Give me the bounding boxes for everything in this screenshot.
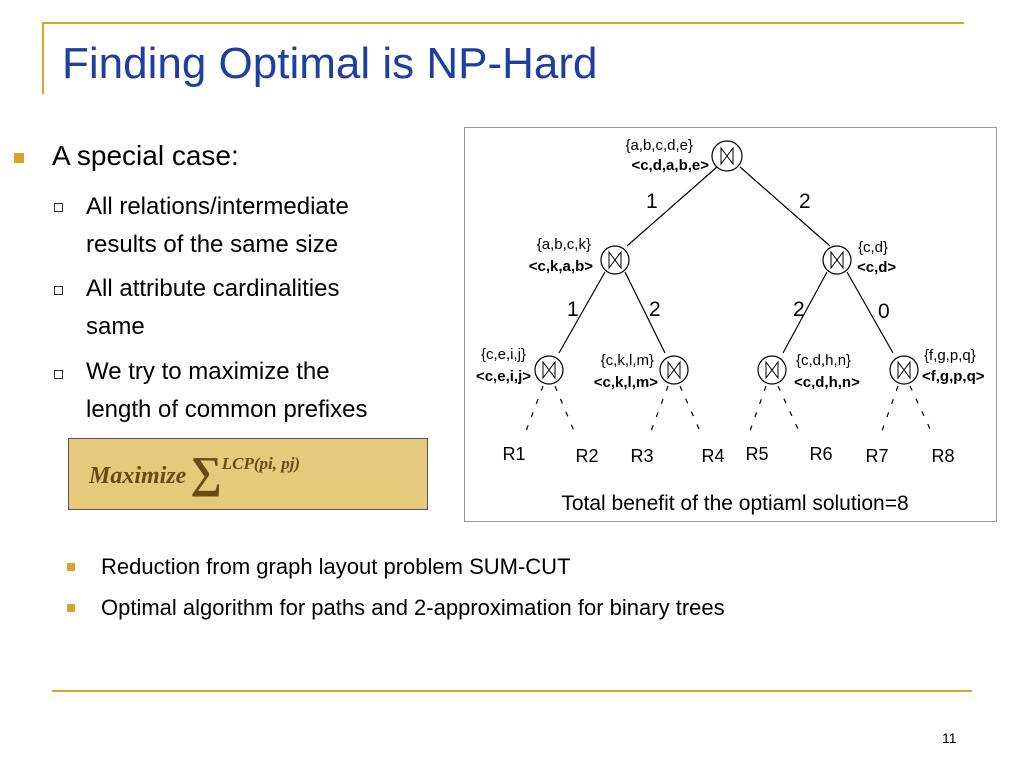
formula-subscript: LCP(pi, pj)	[221, 454, 301, 473]
node-set-label: {c,d,h,n}	[796, 352, 852, 369]
sub-bullet-icon	[54, 203, 63, 212]
leaf-relation-label: R1	[502, 444, 526, 464]
leaf-relation-label: R7	[865, 446, 889, 466]
leaf-relation-label: R5	[745, 444, 769, 464]
leaf-edges	[526, 386, 931, 431]
leaf-relation-label: R4	[701, 446, 725, 466]
formula-word: Maximize	[89, 463, 187, 489]
sub-bullet-2-line-2: same	[86, 313, 145, 340]
formula	[89, 447, 300, 498]
join-node-icon	[758, 356, 786, 384]
bullet-icon	[67, 563, 75, 571]
bullet-main: A special case:	[52, 140, 239, 171]
node-set-label: {c,k,l,m}	[600, 352, 654, 369]
sub-bullet-3-line-1: We try to maximize the	[86, 358, 330, 385]
bottom-bullet-2: Optimal algorithm for paths and 2-approximation for binary trees	[101, 595, 725, 620]
join-node-icon	[535, 356, 563, 384]
leaf-relation-label: R2	[575, 446, 599, 466]
node-order-label: <f,g,p,q>	[922, 368, 985, 385]
node-set-label: {a,b,c,k}	[536, 236, 591, 253]
sub-bullet-1-line-2: results of the same size	[86, 231, 339, 258]
footer-rule	[52, 690, 972, 692]
join-node-icon	[601, 246, 629, 274]
bottom-bullet-1: Reduction from graph layout problem SUM-CUT	[101, 554, 571, 579]
node-order-label: <c,e,i,j>	[475, 368, 531, 385]
edge-weight-label: 0	[878, 300, 890, 323]
tree-diagram	[465, 128, 996, 521]
formula-box	[68, 438, 428, 510]
node-order-label: <c,k,l,m>	[593, 374, 658, 391]
bullet-icon	[14, 153, 24, 163]
sub-bullet-1-line-1: All relations/intermediate	[86, 193, 349, 220]
sub-bullet-icon	[54, 370, 63, 379]
edge-weight-label: 1	[567, 298, 579, 321]
page-number: 11	[942, 730, 957, 746]
node-set-label: {c,e,i,j}	[480, 346, 526, 363]
root-set-label: {a,b,c,d,e}	[625, 137, 693, 154]
tree-figure	[464, 127, 997, 522]
title-top-rule	[42, 22, 964, 24]
edge-weight-label: 2	[649, 298, 661, 321]
root-order-label: <c,d,a,b,e>	[631, 157, 709, 174]
edge-weight-label: 1	[646, 190, 658, 213]
sigma-symbol: ∑	[190, 448, 222, 497]
title-left-rule	[42, 22, 44, 94]
node-order-label: <c,d,h,n>	[794, 374, 860, 391]
join-node-icon	[890, 356, 918, 384]
join-node-icon	[712, 141, 742, 171]
bullet-icon	[67, 604, 75, 612]
leaf-relation-label: R3	[630, 446, 654, 466]
edge-weight-label: 2	[799, 190, 811, 213]
node-order-label: <c,k,a,b>	[528, 258, 593, 275]
join-node-icon	[823, 246, 851, 274]
slide-title: Finding Optimal is NP-Hard	[62, 39, 598, 88]
sub-bullet-3-line-2: length of common prefixes	[86, 396, 368, 423]
node-set-label: {c,d}	[858, 239, 889, 256]
leaf-relation-label: R8	[931, 446, 955, 466]
edge-weight-label: 2	[793, 298, 805, 321]
sub-bullet-2-line-1: All attribute cardinalities	[86, 275, 340, 302]
leaf-relation-label: R6	[809, 444, 833, 464]
node-order-label: <c,d>	[857, 259, 897, 276]
join-node-icon	[660, 356, 688, 384]
node-set-label: {f,g,p,q}	[924, 347, 976, 364]
sub-bullet-icon	[54, 286, 63, 295]
tree-caption: Total benefit of the optiaml solution=8	[561, 492, 909, 515]
